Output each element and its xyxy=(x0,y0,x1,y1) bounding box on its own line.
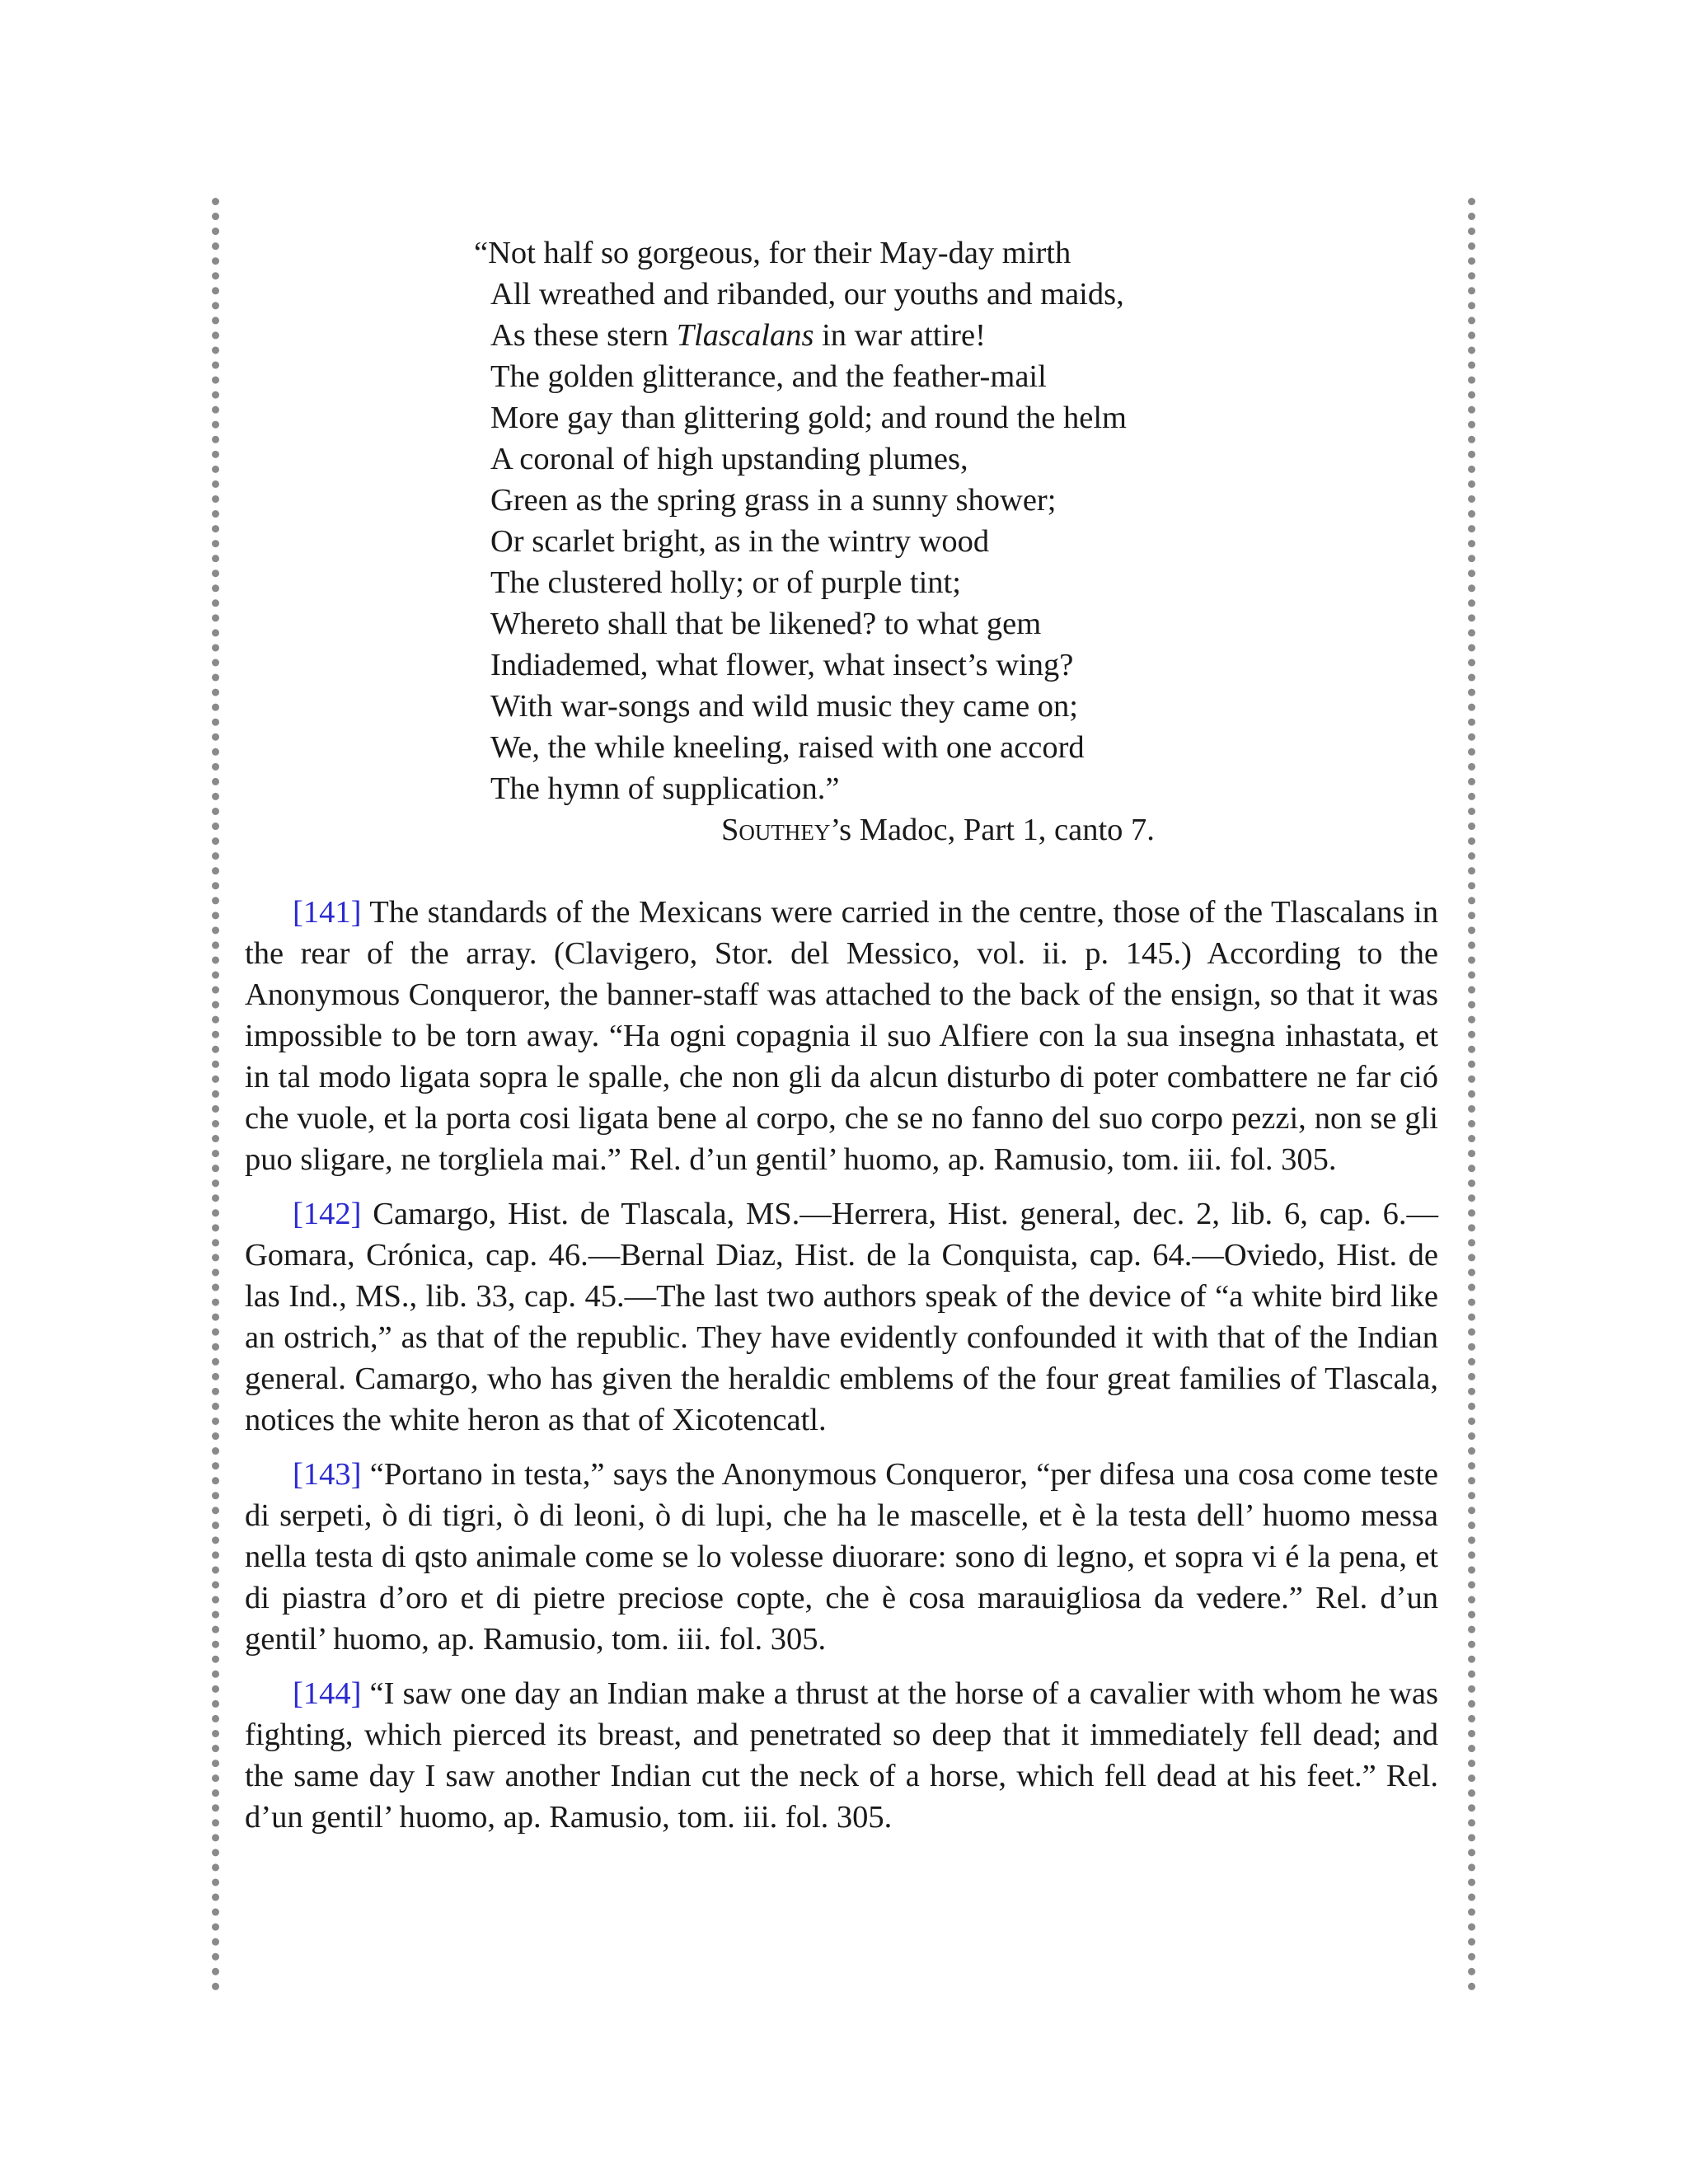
footnote-ref-link[interactable]: [143] xyxy=(293,1457,362,1492)
poem-line: “Not half so gorgeous, for their May-day mirth xyxy=(474,236,1071,270)
poem-line: The clustered holly; or of purple tint; xyxy=(490,565,961,600)
poem-line xyxy=(474,315,1438,356)
poem-line: Or scarlet bright, as in the wintry wood xyxy=(490,524,990,559)
poem-line: The hymn of supplication.” xyxy=(490,771,840,806)
poem-line: The golden glitterance, and the feather-mail xyxy=(490,359,1047,394)
poem-quotation xyxy=(474,232,1438,809)
footnote-144 xyxy=(245,1673,1438,1838)
poem-line: Green as the spring grass in a sunny shower; xyxy=(490,483,1057,518)
footnote-text: “Portano in testa,” says the Anonymous Conqueror, “per difesa una cosa come teste di serpeti, ò di tigri, ò di leoni, ò di lupi, che ha le mascelle, et è la testa dell’ huomo messa nella testa di qsto animale come se lo volesse diuorare: sono di legno, et sopra vi é la pena, et di piastra d’oro et di pietre preciose copte, che è cosa marauigliosa da vedere.” Rel. d’un gentil’ huomo, ap. Ramusio, tom. iii. fol. 305. xyxy=(245,1457,1438,1657)
footnote-text: Camargo, Hist. de Tlascala, MS.—Herrera, Hist. general, dec. 2, lib. 6, cap. 6.—Gomara, Crónica, cap. 46.—Bernal Diaz, Hist. de la Conquista, cap. 64.—Oviedo, Hist. de las Ind., MS., lib. 33, cap. 45.—The last two authors speak of the device of “a white bird like an ostrich,” as that of the republic. They have evidently confounded it with that of the Indian general. Camargo, who has given the heraldic emblems of the four great families of Tlascala, notices the white heron as that of Xicotencatl. xyxy=(245,1197,1438,1437)
poem-line-end: in war attire! xyxy=(814,318,986,353)
attribution-rest: ’s Madoc, Part 1, canto 7. xyxy=(830,813,1155,847)
poem-line: We, the while kneeling, raised with one accord xyxy=(490,730,1085,765)
page-border-right xyxy=(1468,198,1475,1991)
poem-line: With war-songs and wild music they came on; xyxy=(490,689,1078,724)
footnote-143 xyxy=(245,1454,1438,1660)
footnote-text: “I saw one day an Indian make a thrust at the horse of a cavalier with whom he was fighting, which pierced its breast, and penetrated so deep that it immediately fell dead; and the same day I saw another Indian cut the neck of a horse, which fell dead at his feet.” Rel. d’un gentil’ huomo, ap. Ramusio, tom. iii. fol. 305. xyxy=(245,1676,1438,1835)
footnote-text: The standards of the Mexicans were carried in the centre, those of the Tlascalans in the rear of the array. (Clavigero, Stor. del Messico, vol. ii. p. 145.) According to the Anonymous Conqueror, the banner-staff was attached to the back of the ensign, so that it was impossible to be torn away. “Ha ogni copagnia il suo Alfiere con la sua insegna inhastata, et in tal modo ligata sopra le spalle, che non gli da alcun disturbo di poter combattere ne far ció che vuole, et la porta cosi ligata bene al corpo, che se no fanno del suo corpo pezzi, non se gli puo sligare, ne torgliela mai.” Rel. d’un gentil’ huomo, ap. Ramusio, tom. iii. fol. 305. xyxy=(245,895,1438,1177)
poem-line: Whereto shall that be likened? to what gem xyxy=(490,607,1042,641)
footnote-ref-link[interactable]: [144] xyxy=(293,1676,362,1711)
poem-line: All wreathed and ribanded, our youths and maids, xyxy=(490,277,1124,312)
poem-line: Indiademed, what flower, what insect’s wing? xyxy=(490,648,1074,682)
page-content xyxy=(245,232,1438,1851)
footnote-ref-link[interactable]: [141] xyxy=(293,895,362,930)
footnote-142 xyxy=(245,1193,1438,1441)
poem-attribution xyxy=(721,809,1438,851)
attribution-author: Southey xyxy=(721,813,831,847)
page-border-left xyxy=(212,198,219,1991)
poem-line-start: As these stern xyxy=(490,318,677,353)
poem-line: A coronal of high upstanding plumes, xyxy=(490,442,968,476)
footnote-141 xyxy=(245,892,1438,1180)
footnote-ref-link[interactable]: [142] xyxy=(293,1197,362,1231)
poem-line: More gay than glittering gold; and round the helm xyxy=(490,401,1127,435)
footnotes xyxy=(245,892,1438,1838)
poem-italic-word: Tlascalans xyxy=(676,318,814,353)
